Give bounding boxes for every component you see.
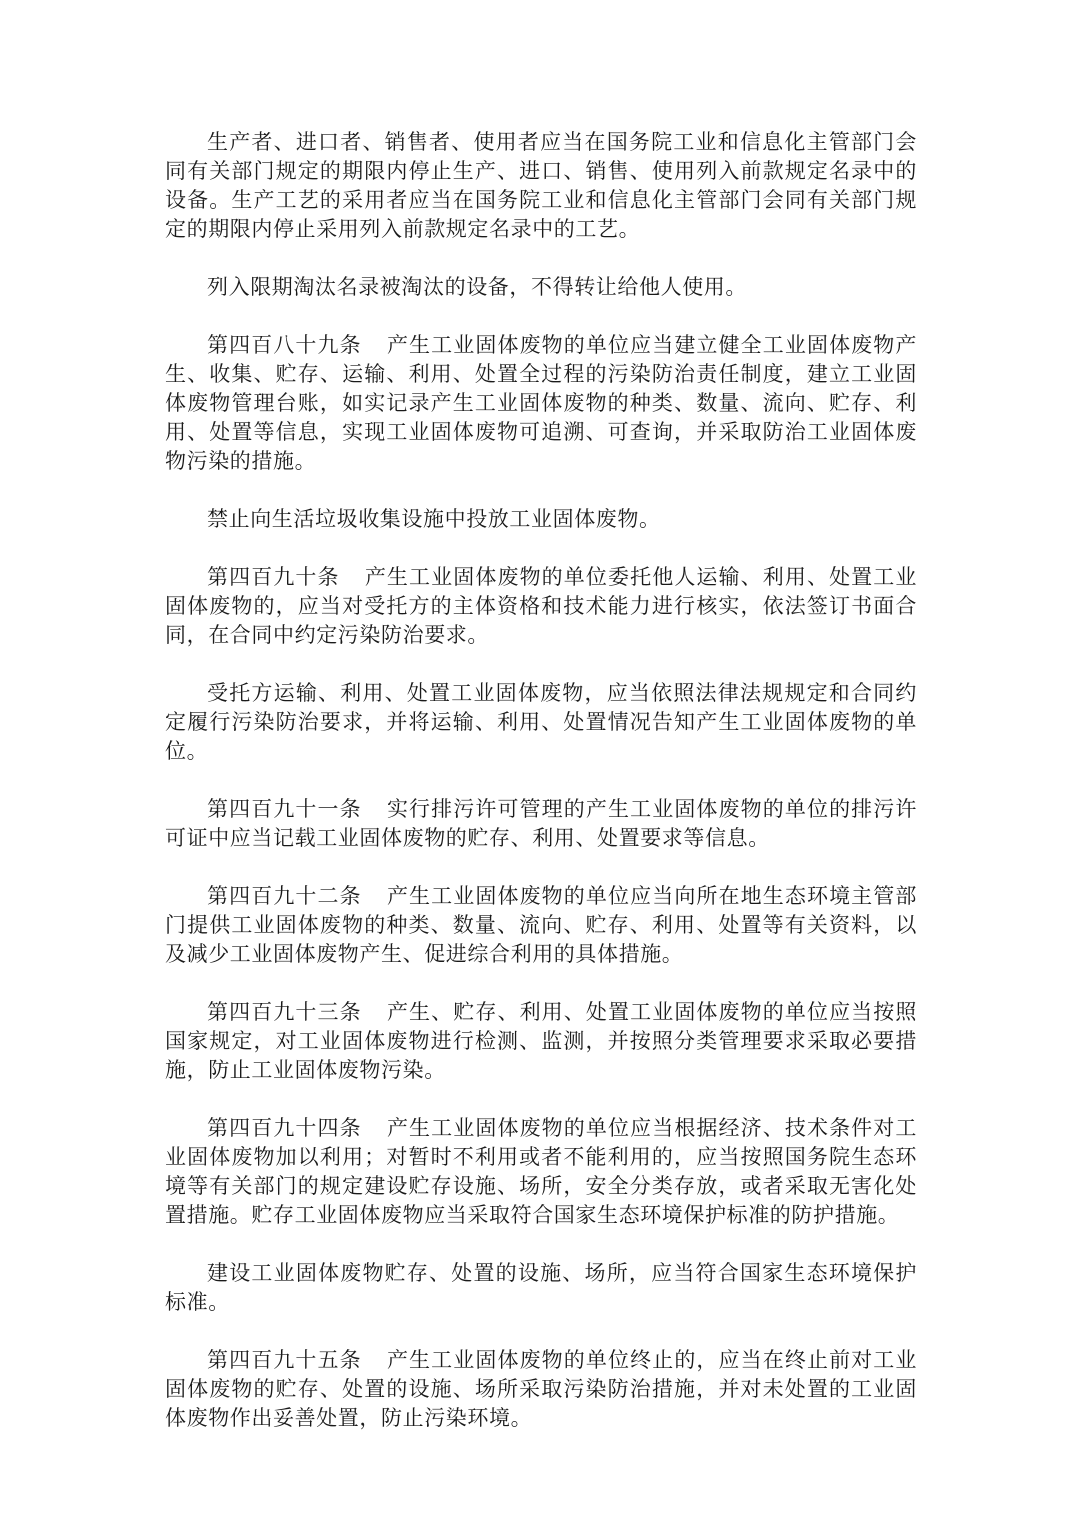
paragraph-text: 列入限期淘汰名录被淘汰的设备，不得转让给他人使用。 <box>207 275 747 299</box>
document-body <box>165 128 917 1462</box>
article-number: 第四百九十二条 <box>207 884 362 908</box>
paragraph <box>165 273 917 302</box>
paragraph-text: 生产者、进口者、销售者、使用者应当在国务院工业和信息化主管部门会同有关部门规定的期限内停止生产、进口、销售、使用列入前款规定名录中的设备。生产工艺的采用者应当在国务院工业和信息化主管部门会同有关部门规定的期限内停止采用列入前款规定名录中的工艺。 <box>165 130 917 241</box>
paragraph-text: 实行排污许可管理的产生工业固体废物的单位的排污许可证中应当记载工业固体废物的贮存、利用、处置要求等信息。 <box>165 797 917 850</box>
paragraph <box>165 331 917 476</box>
article-number: 第四百九十四条 <box>207 1116 362 1140</box>
paragraph-text: 产生工业固体废物的单位委托他人运输、利用、处置工业固体废物的，应当对受托方的主体资格和技术能力进行核实，依法签订书面合同，在合同中约定污染防治要求。 <box>165 565 917 647</box>
paragraph <box>165 563 917 650</box>
article-number: 第四百九十条 <box>207 565 340 589</box>
article-number: 第四百八十九条 <box>207 333 362 357</box>
paragraph <box>165 679 917 766</box>
paragraph-text: 产生、贮存、利用、处置工业固体废物的单位应当按照国家规定，对工业固体废物进行检测、监测，并按照分类管理要求采取必要措施，防止工业固体废物污染。 <box>165 1000 917 1082</box>
article-number: 第四百九十三条 <box>207 1000 362 1024</box>
paragraph-text: 受托方运输、利用、处置工业固体废物，应当依照法律法规规定和合同约定履行污染防治要求，并将运输、利用、处置情况告知产生工业固体废物的单位。 <box>165 681 917 763</box>
paragraph-text: 产生工业固体废物的单位应当向所在地生态环境主管部门提供工业固体废物的种类、数量、流向、贮存、利用、处置等有关资料，以及减少工业固体废物产生、促进综合利用的具体措施。 <box>165 884 917 966</box>
paragraph-text: 建设工业固体废物贮存、处置的设施、场所，应当符合国家生态环境保护标准。 <box>165 1261 917 1314</box>
article-number: 第四百九十一条 <box>207 797 362 821</box>
paragraph <box>165 128 917 244</box>
paragraph-text: 产生工业固体废物的单位应当根据经济、技术条件对工业固体废物加以利用；对暂时不利用或者不能利用的，应当按照国务院生态环境等有关部门的规定建设贮存设施、场所，安全分类存放，或者采取无害化处置措施。贮存工业固体废物应当采取符合国家生态环境保护标准的防护措施。 <box>165 1116 917 1227</box>
paragraph <box>165 998 917 1085</box>
paragraph <box>165 1346 917 1433</box>
paragraph <box>165 505 917 534</box>
paragraph-text: 产生工业固体废物的单位终止的，应当在终止前对工业固体废物的贮存、处置的设施、场所采取污染防治措施，并对未处置的工业固体废物作出妥善处置，防止污染环境。 <box>165 1348 917 1430</box>
article-number: 第四百九十五条 <box>207 1348 362 1372</box>
paragraph <box>165 882 917 969</box>
paragraph-text: 禁止向生活垃圾收集设施中投放工业固体废物。 <box>207 507 661 531</box>
paragraph-text: 产生工业固体废物的单位应当建立健全工业固体废物产生、收集、贮存、运输、利用、处置全过程的污染防治责任制度，建立工业固体废物管理台账，如实记录产生工业固体废物的种类、数量、流向、贮存、利用、处置等信息，实现工业固体废物可追溯、可查询，并采取防治工业固体废物污染的措施。 <box>165 333 917 473</box>
paragraph <box>165 1259 917 1317</box>
paragraph <box>165 795 917 853</box>
paragraph <box>165 1114 917 1230</box>
